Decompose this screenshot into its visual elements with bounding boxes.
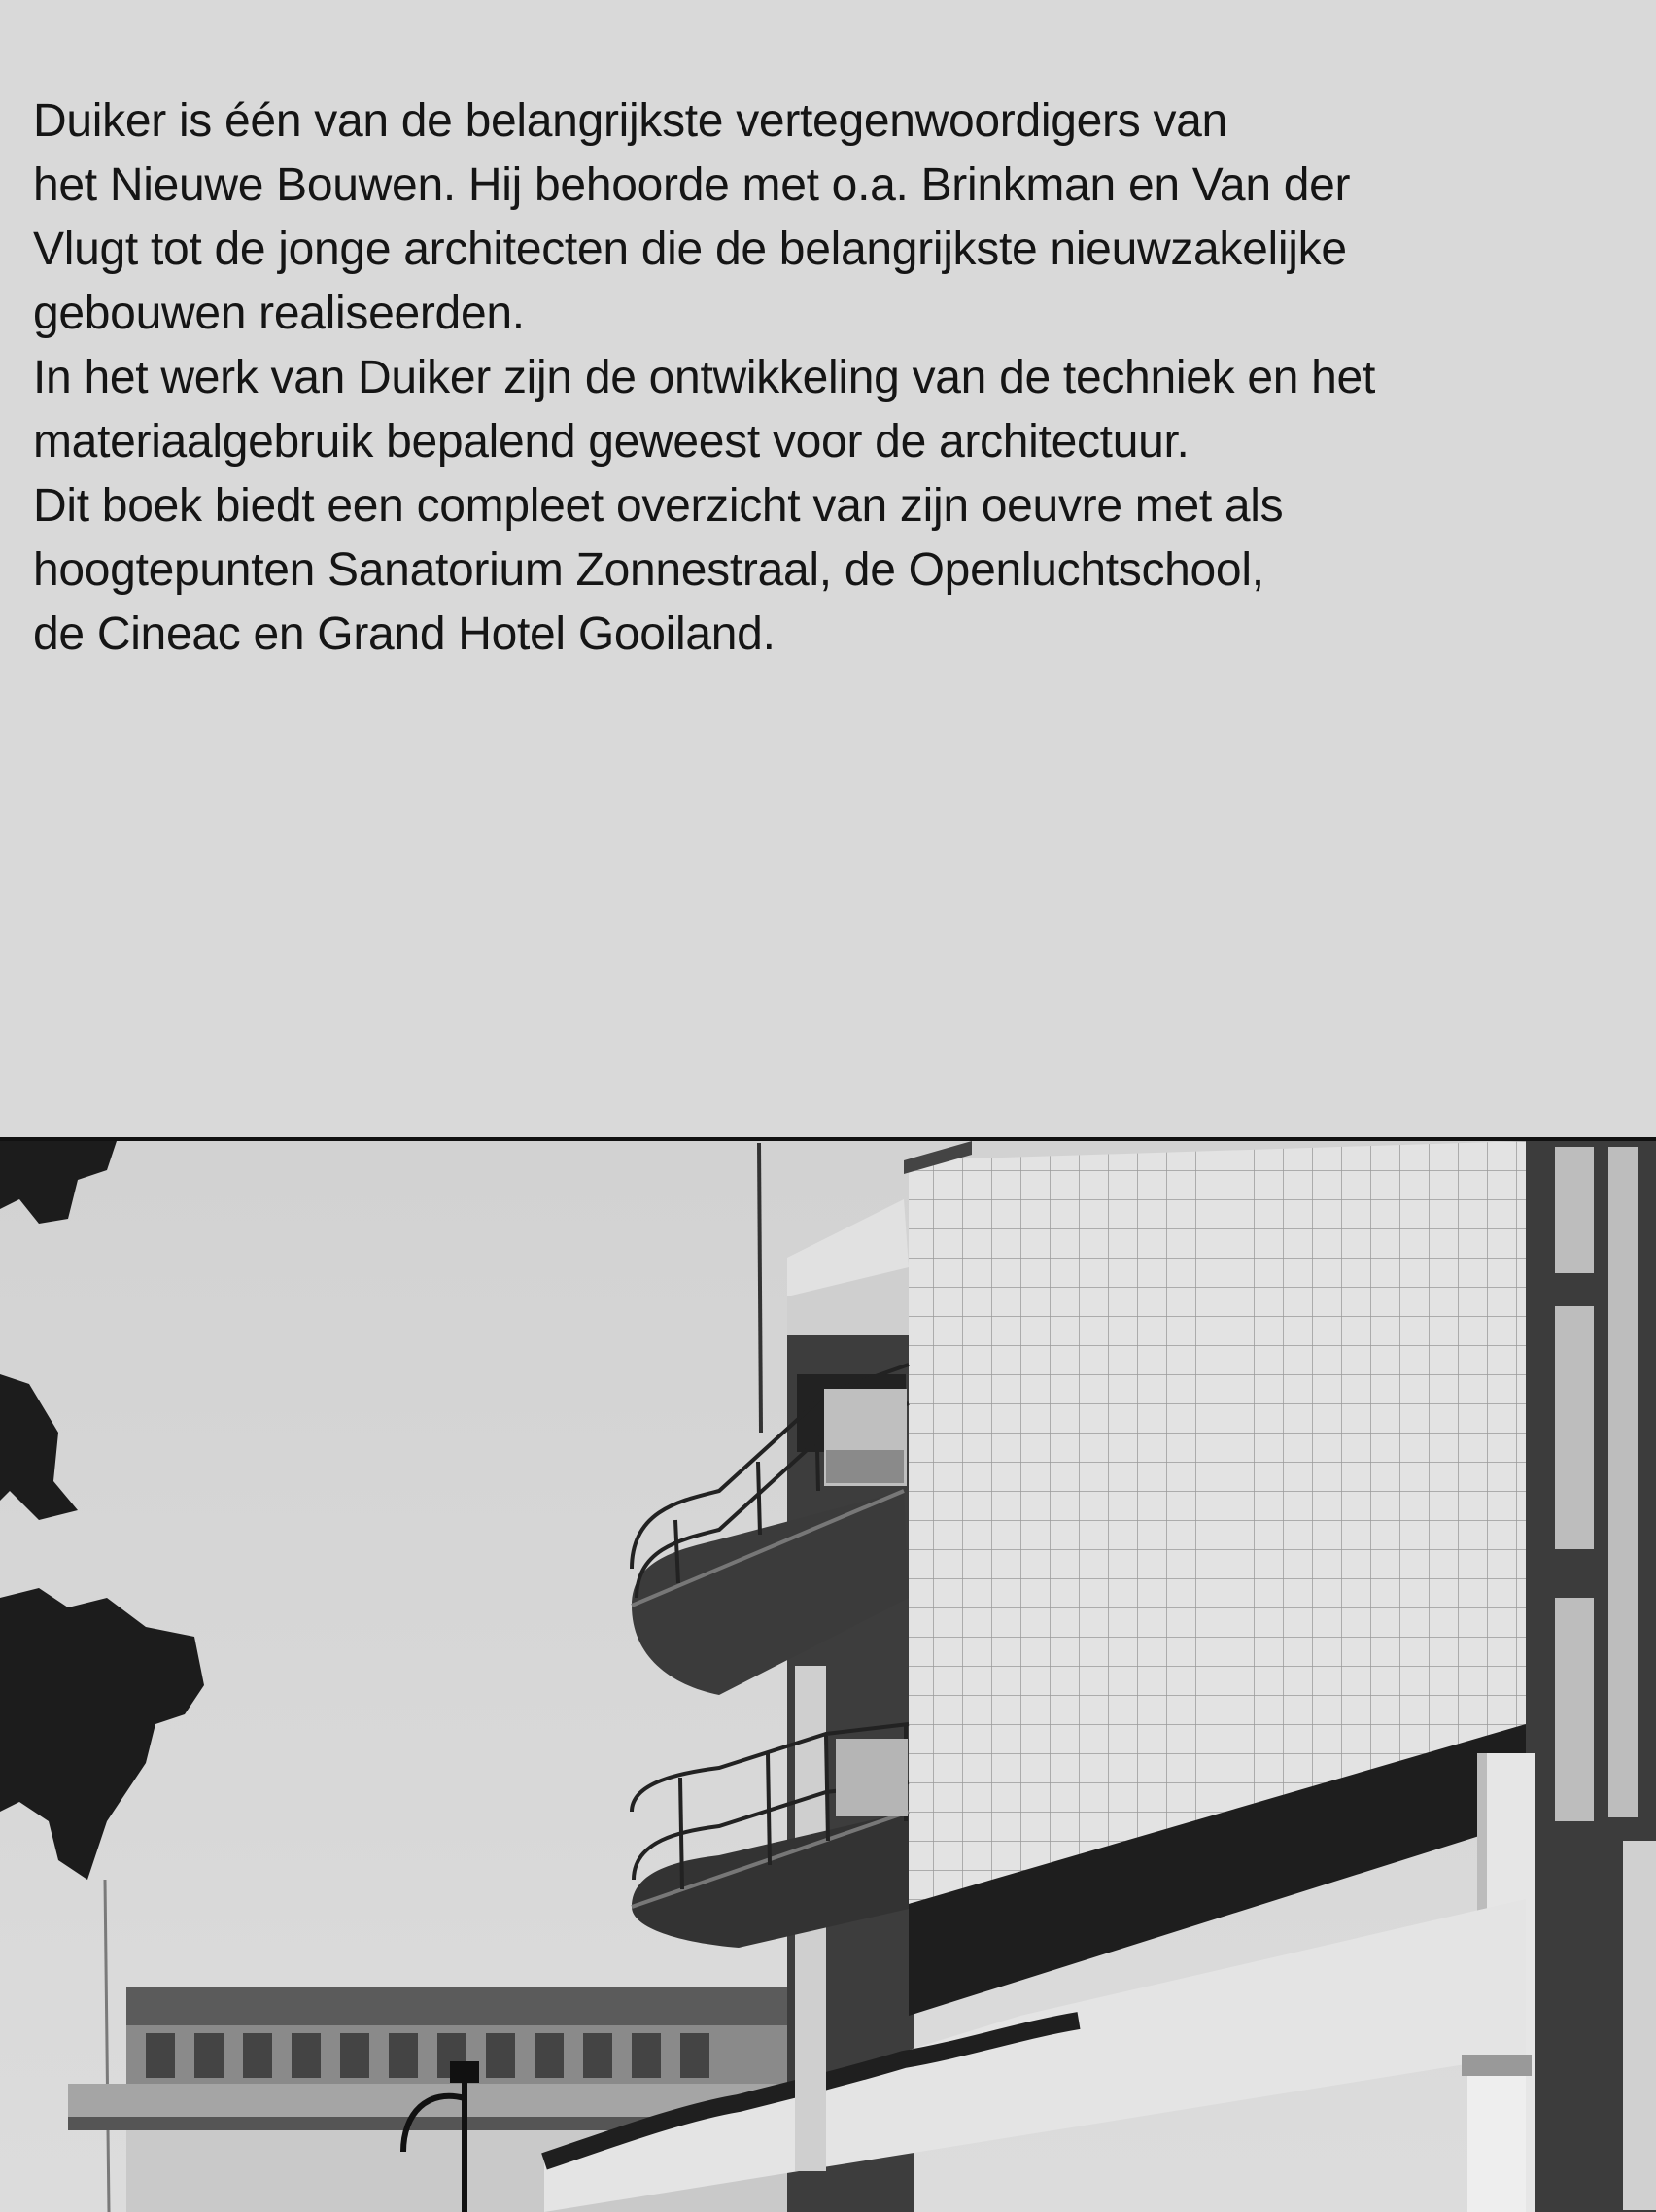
description-line: In het werk van Duiker zijn de ontwikkeling van de techniek en het	[33, 352, 1375, 403]
building-illustration	[0, 1141, 1656, 2212]
description-line: Vlugt tot de jonge architecten die de belangrijkste nieuwzakelijke	[33, 224, 1347, 275]
right-wing	[1526, 1141, 1656, 2212]
description-text	[33, 89, 1627, 667]
description-line: gebouwen realiseerden.	[33, 288, 525, 339]
description-line: het Nieuwe Bouwen. Hij behoorde met o.a. Brinkman en Van der	[33, 159, 1351, 211]
description-line: hoogtepunten Sanatorium Zonnestraal, de Openluchtschool,	[33, 544, 1264, 596]
description-line: Dit boek biedt een compleet overzicht van zijn oeuvre met als	[33, 480, 1284, 532]
building-photo	[0, 1137, 1656, 2212]
description-line: Duiker is één van de belangrijkste vertegenwoordigers van	[33, 95, 1227, 147]
description-line: de Cineac en Grand Hotel Gooiland.	[33, 608, 776, 660]
description-line: materiaalgebruik bepalend geweest voor de architectuur.	[33, 416, 1190, 467]
